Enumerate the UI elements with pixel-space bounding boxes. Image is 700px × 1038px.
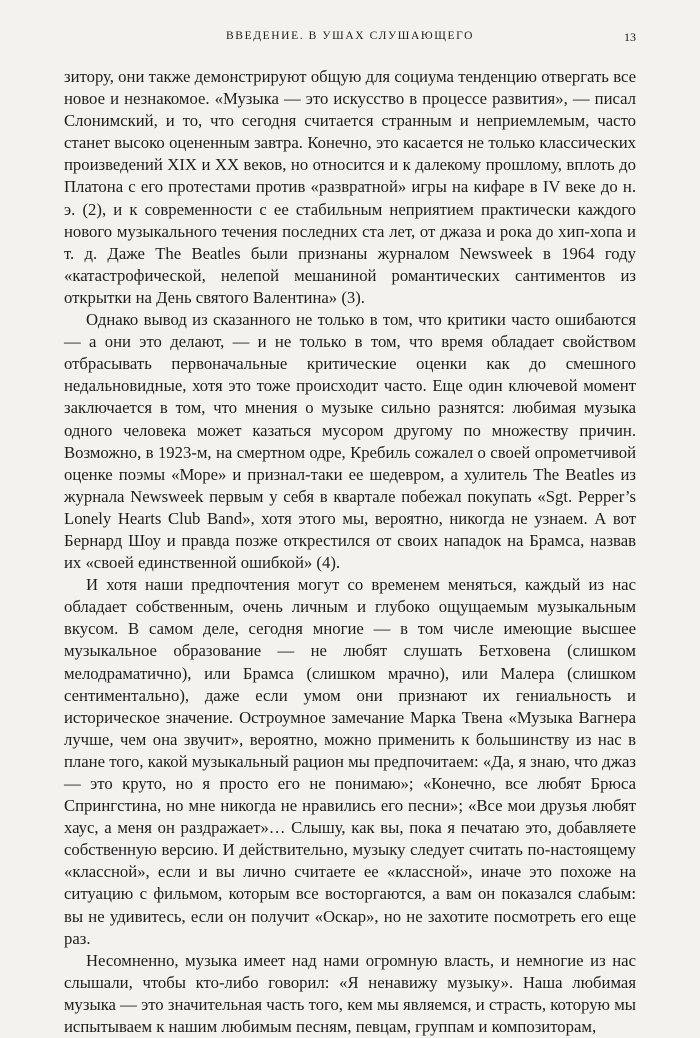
paragraph: И хотя наши предпочтения могут со временем меняться, каждый из нас обладает собственным, очень личным и глубоко ощущаемым музыкальным вкусом. В самом деле, сегодня многие — в том числе имеющие высшее музыкальное образование — не любят слушать Бетховена (слишком мелодраматично), или Брамса (слишком мрачно), или Малера (слишком сентиментально), даже если умом они признают их гениальность и историческое значение. Остроумное замечание Марка Твена «Музыка Вагнера лучше, чем она звучит», вероятно, можно применить к большинству из нас в плане того, какой музыкальный рацион мы предпочитаем: «Да, я знаю, что джаз — это круто, но я просто его не понимаю»; «Конечно, все любят Брюса Спрингстина, но мне никогда не нравились его песни»; «Все мои друзья любят хаус, а меня он раздражает»… Слышу, как вы, пока я печатаю это, добавляете собственную версию. И действительно, музыку следует считать по-настоящему «классной», если и вы лично считаете ее «классной», иначе это похоже на ситуацию с фильмом, которым все восторгаются, а вам он показался слабым: вы не удивитесь, если он получит «Оскар», но не захотите посмотреть его еще раз. [64, 575, 636, 948]
body-text [64, 66, 636, 1038]
paragraph: Однако вывод из сказанного не только в том, что критики часто ошибаются — а они это делают, — и не только в том, что время обладает свойством отбрасывать первоначальные критические оценки как до смешного недальновидные, хотя это тоже происходит часто. Еще один ключевой момент заключается в том, что мнения о музыке сильно разнятся: любимая музыка одного человека может казаться мусором другому по множеству причин. Возможно, в 1923-м, на смертном одре, Кребиль сожалел о своей опрометчивой оценке поэмы «Море» и признал-таки ее шедевром, а хулитель The Beatles из журнала Newsweek первым у себя в квартале побежал покупать «Sgt. Pepper’s Lonely Hearts Club Band», хотя этого мы, вероятно, никогда не узнаем. А вот Бернард Шоу и правда позже открестился от своих нападок на Брамса, назвав их «своей единственной ошибкой» (4). [64, 310, 636, 573]
paragraph: Несомненно, музыка имеет над нами огромную власть, и немногие из нас слышали, чтобы кто-либо говорил: «Я ненавижу музыку». Наша любимая музыка — это значительная часть того, кем мы являемся, и страсть, которую мы испытываем к нашим любимым песням, певцам, группам и композиторам, [64, 950, 636, 1037]
running-head: ВВЕДЕНИЕ. В УШАХ СЛУШАЮЩЕГО [226, 30, 474, 42]
paragraph-continued: зитору, они также демонстрируют общую для социума тенденцию отвергать все новое и незнакомое. «Музыка — это искусство в процессе развития», — писал Слонимский, и то, что сегодня считается странным и неприемлемым, часто станет высоко оцененным завтра. Конечно, это касается не только классических произведений XIX и XX веков, но относится и к далекому прошлому, вплоть до Платона с его протестами против «развратной» игры на кифаре в IV веке до н. э. (2), и к современности с ее стабильным неприятием практически каждого нового музыкального течения последних ста лет, от джаза и рока до хип-хопа и т. д. Даже The Beatles были признаны журналом Newsweek в 1964 году «катастрофической, нелепой мешаниной романтических сантиментов из открытки на День святого Валентина» (3). [64, 67, 636, 307]
page-header [64, 30, 636, 48]
page-number: 13 [624, 30, 636, 44]
